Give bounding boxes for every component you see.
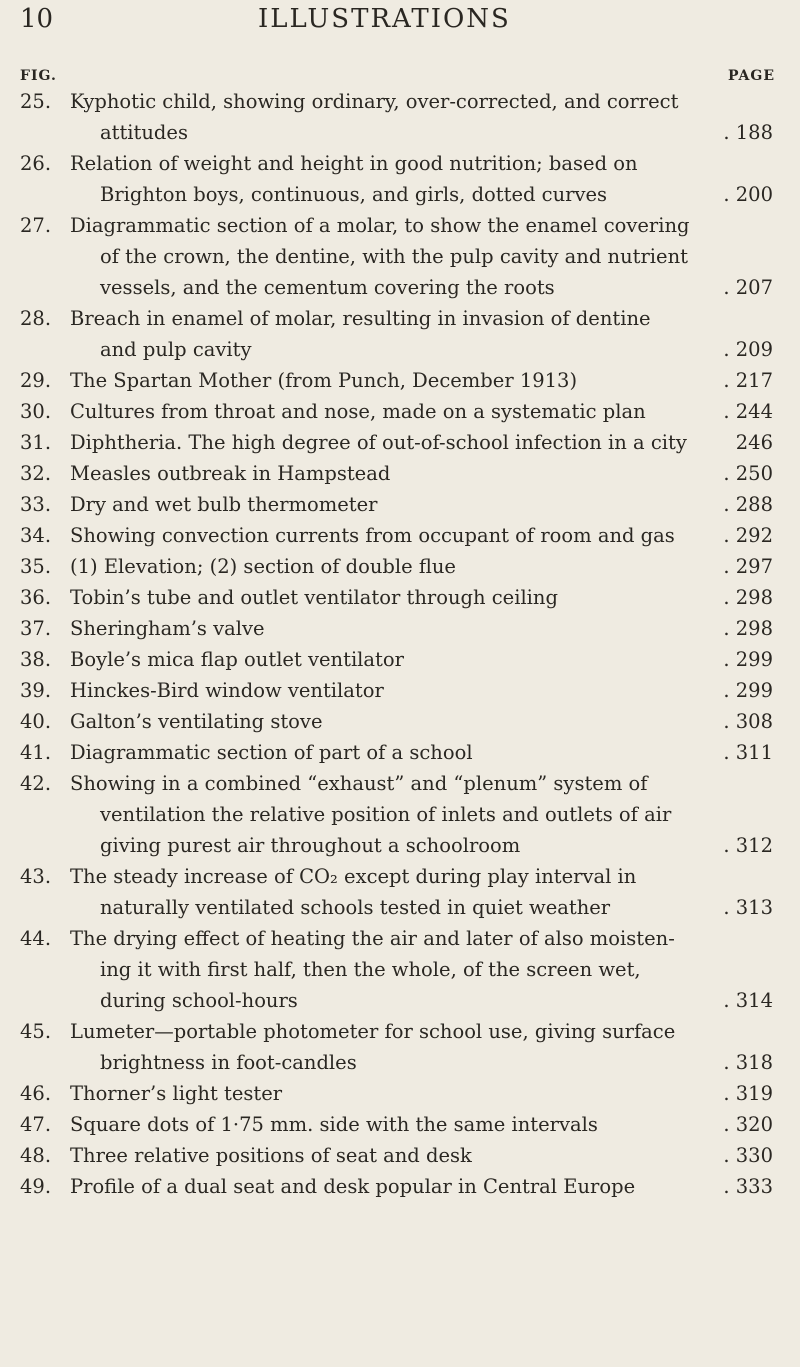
page-reference: . 244 xyxy=(723,400,773,423)
page-column-label: PAGE xyxy=(728,68,775,84)
page-reference: . 311 xyxy=(723,741,773,764)
page-reference: . 299 xyxy=(723,679,773,702)
list-item xyxy=(0,768,800,861)
figure-caption: The Spartan Mother (from Punch, December 1913) xyxy=(70,369,578,392)
figure-caption: Galton’s ventilating stove xyxy=(70,710,323,733)
figure-caption: Three relative positions of seat and desk xyxy=(70,1144,472,1167)
figure-number: 48. xyxy=(20,1144,52,1167)
list-item xyxy=(0,1078,800,1109)
list-item xyxy=(0,551,800,582)
figure-caption: The steady increase of CO₂ except during play interval in naturally ventilated schools tested in quiet weather xyxy=(70,865,637,919)
figure-number: 42. xyxy=(20,772,52,795)
list-item xyxy=(0,1140,800,1171)
figure-caption: Breach in enamel of molar, resulting in invasion of dentine and pulp cavity xyxy=(70,307,651,361)
list-item xyxy=(0,365,800,396)
figure-caption: Showing in a combined “exhaust” and “plenum” system of ventilation the relative position of inlets and outlets of air giving purest air throughout a schoolroom xyxy=(70,772,672,857)
page-reference: . 320 xyxy=(723,1113,773,1136)
figure-number: 36. xyxy=(20,586,52,609)
figure-caption: (1) Elevation; (2) section of double flue xyxy=(70,555,456,578)
figure-number: 38. xyxy=(20,648,52,671)
figure-caption: Diagrammatic section of a molar, to show the enamel covering of the crown, the dentine, with the pulp cavity and nutrient vessels, and the cementum covering the roots xyxy=(70,214,690,299)
figure-caption: Diagrammatic section of part of a school xyxy=(70,741,473,764)
figure-number: 32. xyxy=(20,462,52,485)
page-reference: . 314 xyxy=(723,989,773,1012)
figure-number: 31. xyxy=(20,431,52,454)
list-item xyxy=(0,861,800,923)
page-reference: . 297 xyxy=(723,555,773,578)
list-item xyxy=(0,520,800,551)
figure-number: 27. xyxy=(20,214,52,237)
figure-caption: Diphtheria. The high degree of out-of-school infection in a city xyxy=(70,431,687,454)
page-reference: . 207 xyxy=(723,276,773,299)
list-item xyxy=(0,1109,800,1140)
figure-number: 37. xyxy=(20,617,52,640)
fig-column-label: FIG. xyxy=(20,68,57,84)
list-item xyxy=(0,582,800,613)
list-item xyxy=(0,427,800,458)
page-reference: . 298 xyxy=(723,617,773,640)
figure-caption: Tobin’s tube and outlet ventilator through ceiling xyxy=(70,586,558,609)
list-item xyxy=(0,489,800,520)
page-reference: . 188 xyxy=(723,121,773,144)
figure-number: 40. xyxy=(20,710,52,733)
figure-caption: Showing convection currents from occupant of room and gas xyxy=(70,524,675,547)
list-item xyxy=(0,458,800,489)
figure-caption: Lumeter—portable photometer for school use, giving surface brightness in foot-candles xyxy=(70,1020,676,1074)
list-item xyxy=(0,148,800,210)
list-item xyxy=(0,1171,800,1202)
list-item xyxy=(0,86,800,148)
figure-number: 30. xyxy=(20,400,52,423)
page-number: 10 xyxy=(20,4,54,34)
page-reference: . 333 xyxy=(723,1175,773,1198)
page-reference: . 209 xyxy=(723,338,773,361)
figure-number: 28. xyxy=(20,307,52,330)
figure-caption: Cultures from throat and nose, made on a systematic plan xyxy=(70,400,646,423)
figure-caption: Thorner’s light tester xyxy=(70,1082,283,1105)
page-reference: . 250 xyxy=(723,462,773,485)
figure-number: 39. xyxy=(20,679,52,702)
list-item xyxy=(0,644,800,675)
figure-number: 29. xyxy=(20,369,52,392)
illustrations-list xyxy=(0,86,800,1202)
list-item xyxy=(0,675,800,706)
figure-number: 43. xyxy=(20,865,52,888)
page-reference: 246 xyxy=(735,431,773,454)
page-reference: . 319 xyxy=(723,1082,773,1105)
page-reference: . 330 xyxy=(723,1144,773,1167)
figure-caption: Square dots of 1·75 mm. side with the same intervals xyxy=(70,1113,598,1136)
figure-number: 35. xyxy=(20,555,52,578)
page-reference: . 298 xyxy=(723,586,773,609)
page-reference: . 312 xyxy=(723,834,773,857)
list-item xyxy=(0,1016,800,1078)
list-item xyxy=(0,396,800,427)
page-reference: . 318 xyxy=(723,1051,773,1074)
figure-caption: Relation of weight and height in good nutrition; based on Brighton boys, continuous, and girls, dotted curves xyxy=(70,152,638,206)
figure-number: 33. xyxy=(20,493,52,516)
page-reference: . 299 xyxy=(723,648,773,671)
figure-number: 44. xyxy=(20,927,52,950)
list-item xyxy=(0,706,800,737)
figure-number: 47. xyxy=(20,1113,52,1136)
page-reference: . 200 xyxy=(723,183,773,206)
figure-number: 34. xyxy=(20,524,52,547)
page-reference: . 308 xyxy=(723,710,773,733)
figure-number: 45. xyxy=(20,1020,52,1043)
figure-caption: Hinckes-Bird window ventilator xyxy=(70,679,384,702)
figure-number: 25. xyxy=(20,90,52,113)
figure-caption: The drying effect of heating the air and later of also moisten- ing it with first half, then the whole, of the screen wet, during school-hours xyxy=(70,927,675,1012)
figure-number: 49. xyxy=(20,1175,52,1198)
figure-caption: Kyphotic child, showing ordinary, over-corrected, and correct attitudes xyxy=(70,90,679,144)
list-item xyxy=(0,613,800,644)
figure-caption: Profile of a dual seat and desk popular in Central Europe xyxy=(70,1175,636,1198)
figure-caption: Measles outbreak in Hampstead xyxy=(70,462,391,485)
page-reference: . 217 xyxy=(723,369,773,392)
figure-number: 26. xyxy=(20,152,52,175)
figure-number: 41. xyxy=(20,741,52,764)
page-reference: . 292 xyxy=(723,524,773,547)
figure-caption: Dry and wet bulb thermometer xyxy=(70,493,378,516)
list-item xyxy=(0,737,800,768)
list-item xyxy=(0,303,800,365)
figure-number: 46. xyxy=(20,1082,52,1105)
figure-caption: Boyle’s mica flap outlet ventilator xyxy=(70,648,404,671)
list-item xyxy=(0,210,800,303)
list-item xyxy=(0,923,800,1016)
figure-caption: Sheringham’s valve xyxy=(70,617,265,640)
page-reference: . 313 xyxy=(723,896,773,919)
running-title: ILLUSTRATIONS xyxy=(258,4,511,34)
page-reference: . 288 xyxy=(723,493,773,516)
